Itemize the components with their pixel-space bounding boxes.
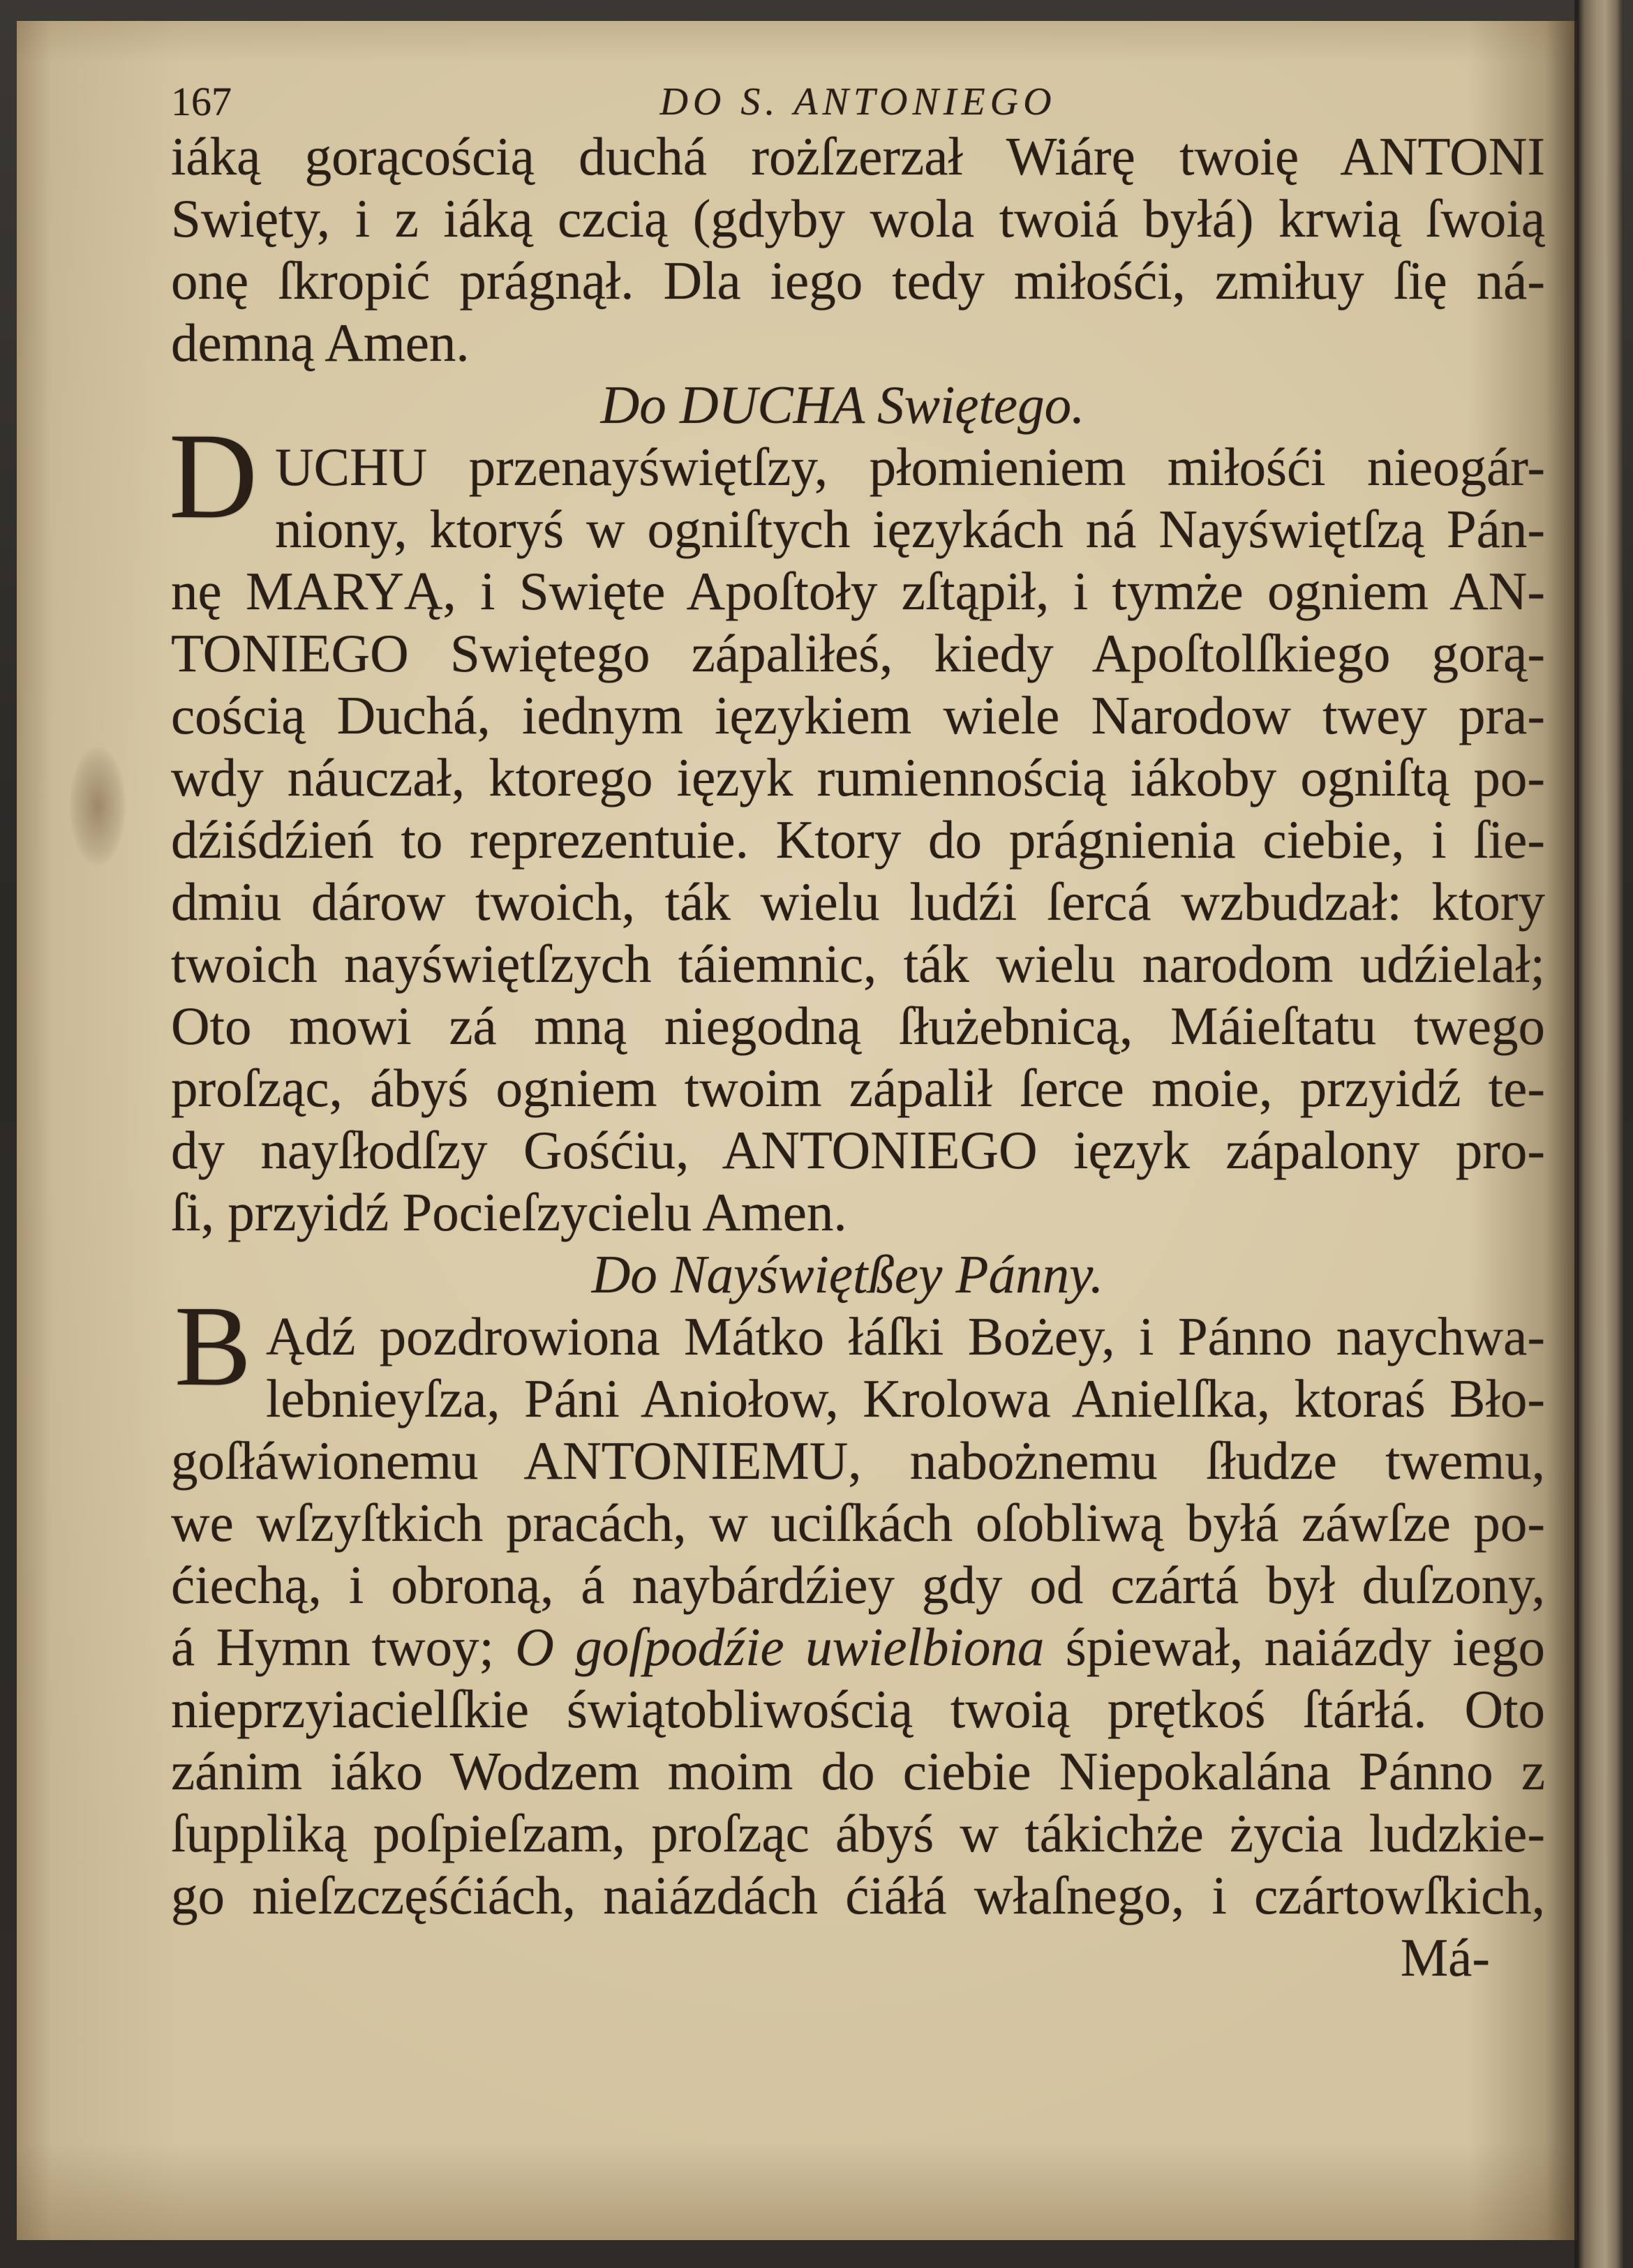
text-line: ſuppliką poſpieſzam, proſząc ábyś w tákichże życia ludzkie- [171,1803,1545,1863]
text-segment: á Hymn twoy; [171,1617,494,1677]
text-segment: śpiewał, naiázdy iego [1065,1617,1545,1677]
text-line: dy nayſłodſzy Gośćiu, ANTONIEGO ięzyk zápalony pro- [171,1120,1545,1180]
text-line: ćiechą, i obroną, á naybárdźiey gdy od czártá był duſzony, [171,1555,1545,1615]
text-line: cością Duchá, iednym ięzykiem wiele Narodow twey pra- [171,685,1545,745]
text-line: onę ſkropić prágnął. Dla iego tedy miłośći, zmiłuy ſię ná- [171,251,1545,311]
text-line: demną Amen. [171,313,470,373]
text-line: nieprzyiacielſkie świątobliwością twoią prętkoś ſtárłá. Oto [171,1679,1545,1739]
text-line: wdy náuczał, ktorego ięzyk rumiennością iákoby ogniſtą po- [171,747,1545,807]
text-line: UCHU przenayświętſzy, płomieniem miłośći nieogár- [275,437,1545,497]
text-line: ſi, przyidź Pocieſzycielu Amen. [171,1182,847,1242]
text-line: niony, ktoryś w ogniſtych ięzykách ná Nayświętſzą Pán- [275,499,1545,559]
text-line: go nieſzczęśćiách, naiázdách ćiáłá właſnego, i czártowſkich, [171,1865,1545,1925]
text-line: we wſzyſtkich pracách, w uciſkách oſobliwą byłá záwſze po- [171,1493,1545,1553]
text-line: zánim iáko Wodzem moim do ciebie Niepokalána Pánno z [171,1741,1545,1801]
text-line: Swięty, i z iáką czcią (gdyby wola twoiá byłá) krwią ſwoią [171,188,1545,248]
text-line: Ądź pozdrowiona Mátko łáſki Bożey, i Pánno naychwa- [266,1306,1545,1366]
section-heading: Do DUCHA Swiętego. [600,375,1085,435]
hymn-title: O goſpodźie uwielbiona [515,1617,1045,1677]
text-line: dźiśdźień to reprezentuie. Ktory do prágnienia ciebie, i ſie- [171,810,1545,870]
text-line: twoich nayświętſzych táiemnic, ták wielu narodom udźielał; [171,934,1545,994]
text-line: iáką gorącością duchá rożſzerzał Wiárę twoię ANTONI [171,126,1545,186]
text-line: lebnieyſza, Páni Aniołow, Krolowa Anielſka, ktoraś Bło- [266,1368,1545,1428]
text-line: nę MARYĄ, i Swięte Apoſtoły zſtąpił, i tymże ogniem AN- [171,561,1545,621]
text-line: dmiu dárow twoich, ták wielu ludźi ſercá wzbudzał: ktory [171,872,1545,932]
text-line: proſząc, ábyś ogniem twoim zápalił ſerce moie, przyidź te- [171,1058,1545,1118]
drop-cap-initial: D [169,408,258,544]
facing-leaf-edge [1579,0,1623,2268]
section-heading: Do Nayświętßey Pánny. [591,1244,1104,1304]
text-line: Oto mowi zá mną niegodną ſłużebnicą, Máieſtatu twego [171,996,1545,1056]
catchword: Má- [1400,1927,1490,1987]
running-head [171,77,1545,126]
text-line: goſłáwionemu ANTONIEMU, nabożnemu ſłudze twemu, [171,1431,1545,1491]
text-line: TONIEGO Swiętego zápaliłeś, kiedy Apoſtolſkiego gorą- [171,623,1545,683]
drop-cap-initial: B [174,1282,252,1410]
text-block [171,126,1545,1989]
running-head-title: DO S. ANTONIEGO [659,80,1057,124]
text-line [171,1616,1545,1678]
ink-stain [70,747,126,865]
page-number: 167 [171,79,232,124]
